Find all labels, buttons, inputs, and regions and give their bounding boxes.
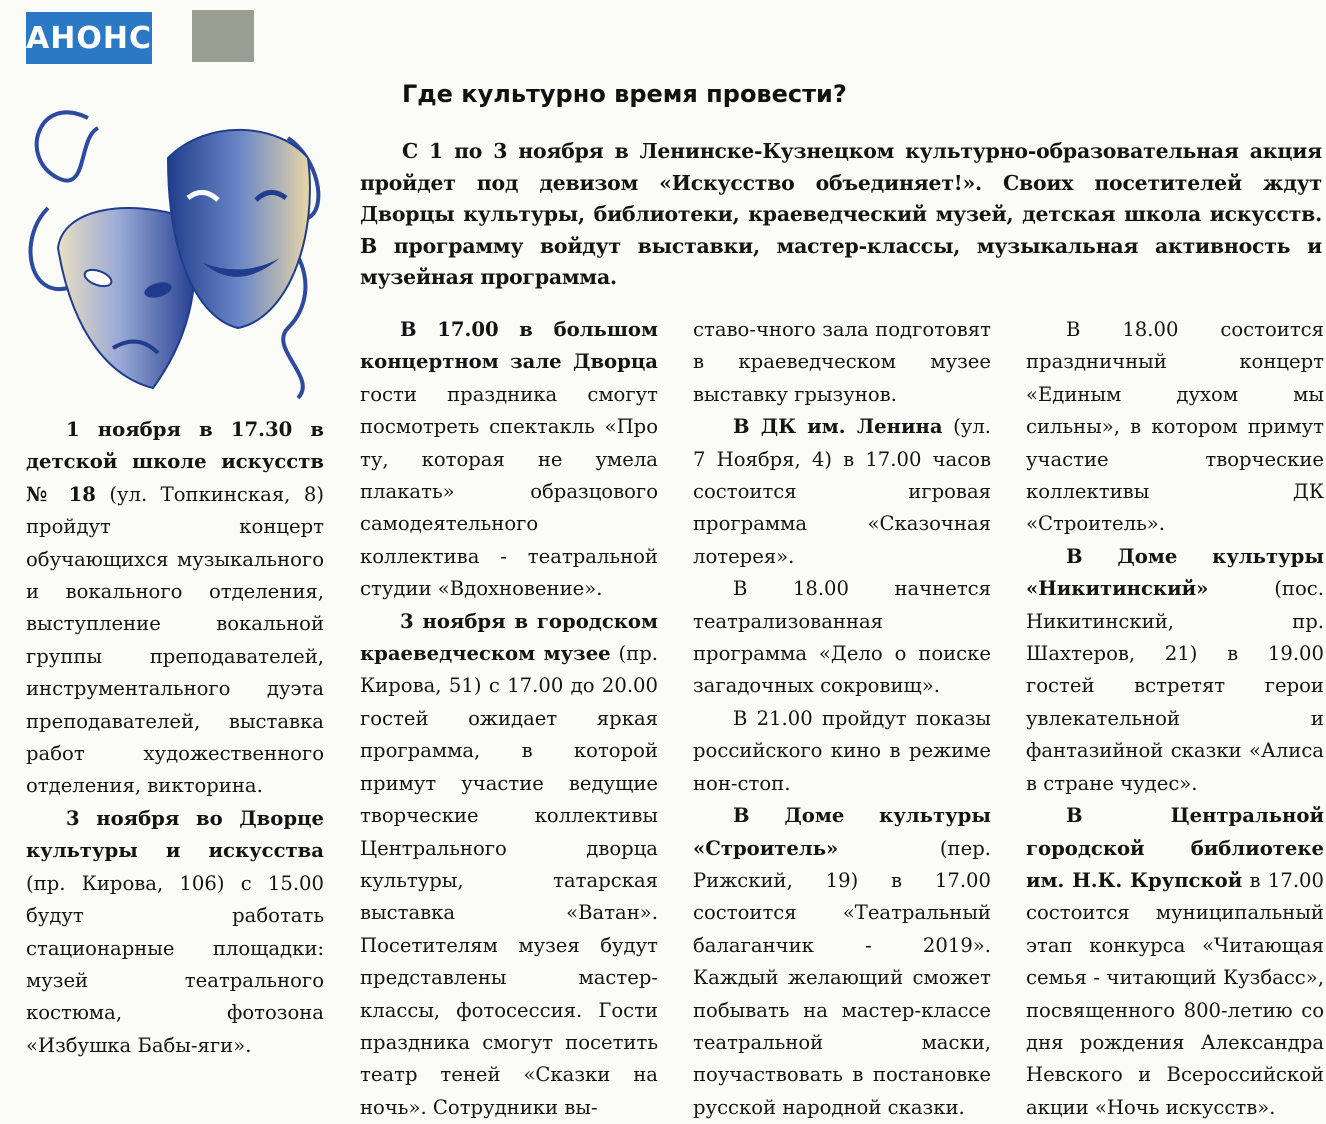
paragraph xyxy=(693,411,991,573)
event-text: (пр. Кирова, 106) с 15.00 будут работать стационарные площадки: музей театрального костюма, фотозона «Избушка Бабы-яги». xyxy=(26,871,324,1057)
article-column-1 xyxy=(26,414,324,1062)
event-text: (ул. Топкинская, 8) пройдут концерт обучающихся музыкального и вокального отделения, выступление вокальной группы преподавателей, инструментального дуэта преподавателей, выставка работ художественного отделения, викторина. xyxy=(26,482,324,798)
paragraph xyxy=(693,573,991,703)
event-text: (ул. 7 Ноября, 4) в 17.00 часов состоится игровая программа «Сказочная лотерея». xyxy=(693,415,991,568)
paragraph xyxy=(360,606,658,1124)
event-heading: В ДК им. Ленина xyxy=(733,415,943,439)
event-heading: В Центральной городской библиотеке им. Н.К. Крупской xyxy=(1026,804,1324,892)
event-text: ставо-чного зала подготовят в краеведческом музее выставку грызунов. xyxy=(693,318,991,406)
theatre-masks-icon xyxy=(18,98,348,410)
event-heading: В Доме культуры «Никитинский» xyxy=(1026,544,1324,601)
paragraph xyxy=(1026,800,1324,1124)
article-headline: Где культурно время провести? xyxy=(402,80,847,108)
event-text: В 21.00 пройдут показы российского кино в режиме нон-стоп. xyxy=(693,706,991,795)
decorative-block xyxy=(192,10,254,62)
paragraph xyxy=(26,414,324,803)
paragraph xyxy=(1026,314,1324,541)
event-heading: В 17.00 в большом концертном зале Дворца xyxy=(360,318,658,374)
article-column-3 xyxy=(693,314,991,1124)
paragraph xyxy=(360,314,658,606)
paragraph xyxy=(1026,541,1324,800)
event-text: (пос. Никитинский, пр. Шахтеров, 21) в 19.00 гостей встретят герои увлекательной и фантазийной сказки «Алиса в стране чудес». xyxy=(1026,577,1324,795)
event-text: в 17.00 состоится муниципальный этап конкурса «Читающая семья - читающий Кузбасс», посвященного 800-летию со дня рождения Александра Невского и Всероссийской акции «Ночь искусств». xyxy=(1026,868,1324,1119)
article-lead: С 1 по 3 ноября в Ленинске-Кузнецком культурно-образовательная акция пройдет под девизом «Искусство объединяет!». Своих посетителей ждут Дворцы культуры, библиотеки, краеведческий музей, детская школа искусств. В программу войдут выставки, мастер-классы, музыкальная активность и музейная программа. xyxy=(360,139,1322,290)
event-heading: 1 ноября в 17.30 в детской школе искусств № 18 xyxy=(26,418,324,506)
article-column-4 xyxy=(1026,314,1324,1124)
event-heading: 3 ноября во Дворце культуры и искусства xyxy=(26,806,324,863)
event-text: гости праздника смогут посмотреть спектакль «Про ту, которая не умела плакать» образцового самодеятельного коллектива - театральной студии «Вдохновение». xyxy=(360,382,658,601)
event-heading: 3 ноября в городском краеведческом музее xyxy=(360,609,658,666)
paragraph xyxy=(693,703,991,800)
event-text: В 18.00 состоится праздничный концерт «Единым духом мы сильны», в котором примут участие творческие коллективы ДК «Строитель». xyxy=(1026,318,1324,536)
paragraph xyxy=(26,803,324,1062)
event-heading: В Доме культуры «Строитель» xyxy=(693,804,991,860)
article-column-2 xyxy=(360,314,658,1124)
paragraph xyxy=(693,314,991,411)
event-text: В 18.00 начнется театрализованная программа «Дело о поиске загадочных сокровищ». xyxy=(693,577,991,698)
section-badge: АНОНС xyxy=(26,12,152,64)
event-text: (пер. Рижский, 19) в 17.00 состоится «Театральный балаганчик - 2019». Каждый желающий сможет побывать на мастер-классе театральной маски, поучаствовать в постановке русской народной сказки. xyxy=(693,836,991,1119)
paragraph xyxy=(693,800,991,1124)
event-text: (пр. Кирова, 51) с 17.00 до 20.00 гостей ожидает яркая программа, в которой примут участие ведущие творческие коллективы Центрального дворца культуры, татарская выставка «Ватан». Посетителям музея будут представлены мастер-классы, фотосессия. Гости праздника смогут посетить театр теней «Сказки на ночь». Сотрудники вы- xyxy=(360,642,658,1119)
